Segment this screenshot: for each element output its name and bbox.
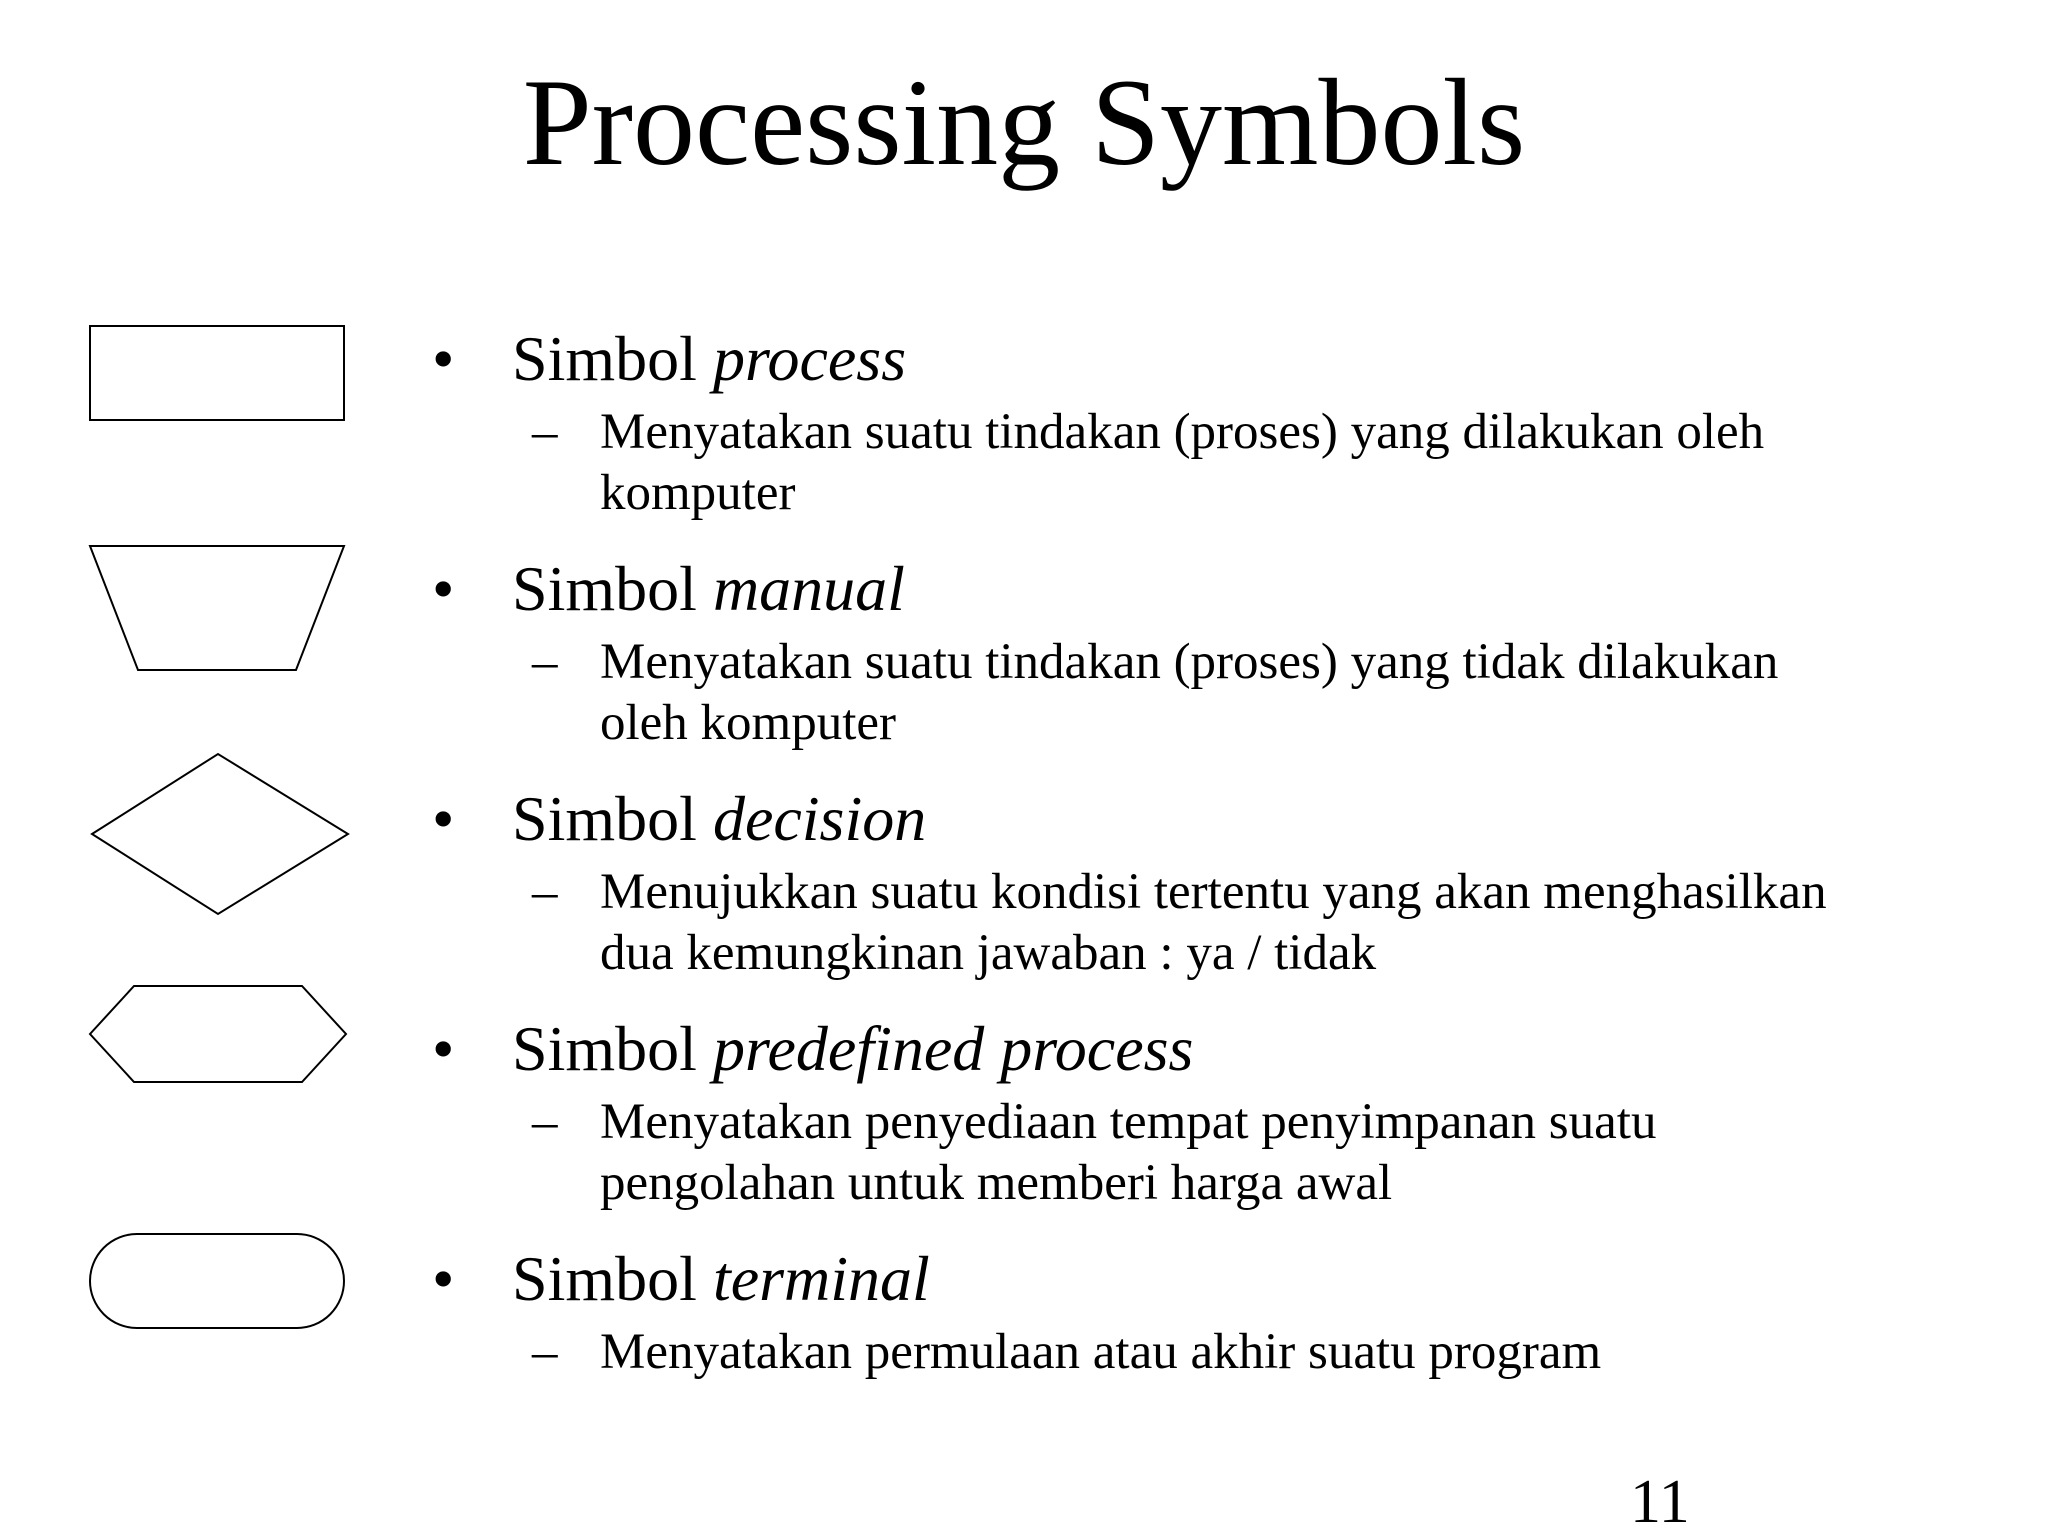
bullet-prefix: Simbol [512, 1243, 713, 1314]
slide-title: Processing Symbols [522, 54, 1526, 191]
page-number: 11 [1630, 1468, 1690, 1536]
sub-bullet-dash: – [532, 864, 558, 920]
sub-bullet-text: Menujukkan suatu kondisi tertentu yang akan menghasilkan dua kemungkinan jawaban : ya / tidak [600, 864, 1827, 981]
sub-bullet-dash: – [532, 1094, 558, 1150]
sub-bullet-text: Menyatakan suatu tindakan (proses) yang dilakukan oleh komputer [600, 404, 1765, 521]
bullet-dot: • [432, 783, 455, 854]
bullet-dot: • [432, 323, 455, 394]
bullet-prefix: Simbol [512, 1013, 713, 1084]
sub-bullet-text: Menyatakan suatu tindakan (proses) yang tidak dilakukan oleh komputer [600, 634, 1779, 751]
bullet-prefix: Simbol [512, 553, 713, 624]
bullet-dot: • [432, 1013, 455, 1084]
sub-bullet-dash: – [532, 404, 558, 460]
bullet-term: process [712, 323, 907, 394]
sub-bullet-text: Menyatakan penyediaan tempat penyimpanan suatu pengolahan untuk memberi harga awal [600, 1094, 1657, 1211]
bullet-prefix: Simbol [512, 323, 713, 394]
sub-bullet-dash: – [532, 634, 558, 690]
bullet-dot: • [432, 1243, 455, 1314]
sub-bullet-text: Menyatakan permulaan atau akhir suatu program [600, 1324, 1602, 1380]
bullet-dot: • [432, 553, 455, 624]
bullet-term: manual [712, 553, 905, 624]
bullet-term: decision [712, 783, 927, 854]
bullet-prefix: Simbol [512, 783, 713, 854]
bullet-term: terminal [712, 1243, 930, 1314]
bullet-term: predefined process [712, 1013, 1194, 1084]
sub-bullet-dash: – [532, 1324, 558, 1380]
